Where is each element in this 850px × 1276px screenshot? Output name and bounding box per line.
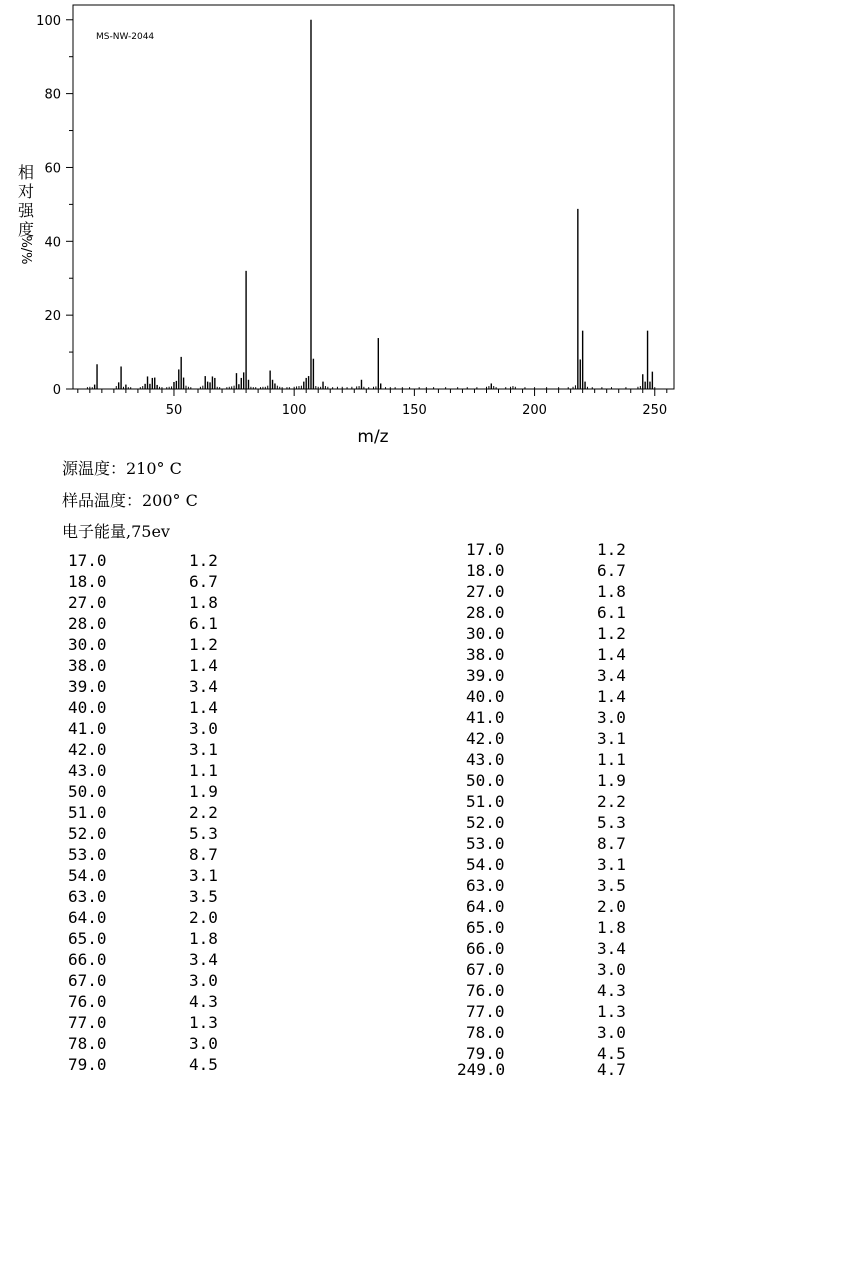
intensity-value: 3.0 bbox=[597, 960, 626, 979]
y-axis-label-part: 对 bbox=[17, 182, 35, 201]
mz-value: 79.0 bbox=[466, 1044, 505, 1063]
intensity-value: 3.4 bbox=[597, 666, 626, 685]
mz-value: 65.0 bbox=[68, 929, 107, 948]
y-tick-label: 100 bbox=[36, 13, 61, 29]
intensity-value: 3.0 bbox=[189, 719, 218, 738]
intensity-value: 1.8 bbox=[189, 593, 218, 612]
mz-value: 30.0 bbox=[68, 635, 107, 654]
mz-value: 78.0 bbox=[68, 1034, 107, 1053]
y-axis bbox=[36, 14, 73, 398]
intensity-value: 1.3 bbox=[597, 1002, 626, 1021]
mz-value: 67.0 bbox=[68, 971, 107, 990]
intensity-value: 1.4 bbox=[597, 687, 626, 706]
intensity-value: 1.3 bbox=[189, 1013, 218, 1032]
x-tick-label: 150 bbox=[401, 403, 427, 418]
electron-energy: 电子能量,75ev bbox=[62, 522, 170, 541]
intensity-value: 3.0 bbox=[189, 1034, 218, 1053]
intensity-value: 8.7 bbox=[189, 845, 218, 864]
mz-value: 50.0 bbox=[68, 782, 107, 801]
y-axis-label-part: %/% bbox=[18, 235, 33, 265]
y-axis-label-part: 相 bbox=[17, 163, 35, 182]
intensity-value: 1.8 bbox=[597, 918, 626, 937]
intensity-value: 5.3 bbox=[189, 824, 218, 843]
mz-value: 30.0 bbox=[466, 624, 505, 643]
intensity-value: 2.0 bbox=[597, 897, 626, 916]
intensity-value: 1.4 bbox=[189, 698, 218, 717]
intensity-value: 3.0 bbox=[597, 708, 626, 727]
intensity-value: 3.4 bbox=[189, 677, 218, 696]
mz-value: 54.0 bbox=[68, 866, 107, 885]
mz-value: 42.0 bbox=[466, 729, 505, 748]
mz-value: 77.0 bbox=[68, 1013, 107, 1032]
intensity-value: 1.2 bbox=[189, 551, 218, 570]
mz-value: 27.0 bbox=[68, 593, 107, 612]
mz-value: 50.0 bbox=[466, 771, 505, 790]
mz-value: 18.0 bbox=[68, 572, 107, 591]
intensity-value: 2.0 bbox=[189, 908, 218, 927]
intensity-value: 3.1 bbox=[189, 740, 218, 759]
mz-value: 63.0 bbox=[68, 887, 107, 906]
mz-value: 79.0 bbox=[68, 1055, 107, 1074]
intensity-value: 3.5 bbox=[597, 876, 626, 895]
intensity-value: 1.8 bbox=[189, 929, 218, 948]
mz-value: 64.0 bbox=[466, 897, 505, 916]
x-tick-label: 200 bbox=[522, 403, 547, 418]
y-tick-label: 20 bbox=[44, 309, 61, 325]
x-tick-label: 250 bbox=[642, 403, 668, 418]
y-axis-label-part: 度 bbox=[17, 220, 35, 239]
mz-value: 52.0 bbox=[466, 813, 505, 832]
intensity-value: 6.1 bbox=[189, 614, 218, 633]
mz-value: 67.0 bbox=[466, 960, 505, 979]
intensity-value: 2.2 bbox=[189, 803, 218, 822]
mz-value: 78.0 bbox=[466, 1023, 505, 1042]
intensity-value: 1.2 bbox=[189, 635, 218, 654]
intensity-value: 1.9 bbox=[189, 782, 218, 801]
intensity-value: 6.7 bbox=[189, 572, 218, 591]
plot-frame bbox=[73, 5, 674, 389]
mz-value: 51.0 bbox=[68, 803, 107, 822]
intensity-value: 8.7 bbox=[597, 834, 626, 853]
mz-value: 51.0 bbox=[466, 792, 505, 811]
intensity-value: 6.1 bbox=[597, 603, 626, 622]
intensity-value: 4.5 bbox=[597, 1044, 626, 1063]
mz-value: 76.0 bbox=[466, 981, 505, 1000]
mz-value: 64.0 bbox=[68, 908, 107, 927]
mz-value: 17.0 bbox=[68, 551, 107, 570]
intensity-value: 5.3 bbox=[597, 813, 626, 832]
y-tick-label: 0 bbox=[52, 383, 61, 398]
mz-value: 28.0 bbox=[466, 603, 505, 622]
mass-spectrum-chart bbox=[0, 0, 850, 450]
intensity-value: 1.2 bbox=[597, 540, 626, 559]
mz-value: 53.0 bbox=[68, 845, 107, 864]
peak-bars bbox=[87, 20, 654, 389]
intensity-value: 4.5 bbox=[189, 1055, 218, 1074]
source-temperature: 源温度：210° C bbox=[62, 459, 182, 478]
intensity-value: 3.0 bbox=[189, 971, 218, 990]
mz-value: 27.0 bbox=[466, 582, 505, 601]
minor-x-ticks bbox=[78, 389, 667, 396]
intensity-value: 4.3 bbox=[597, 981, 626, 1000]
x-axis-label: m/z bbox=[357, 427, 389, 447]
mz-value: 38.0 bbox=[466, 645, 505, 664]
mz-value: 66.0 bbox=[68, 950, 107, 969]
mz-value: 41.0 bbox=[466, 708, 505, 727]
intensity-value: 1.9 bbox=[597, 771, 626, 790]
x-axis bbox=[166, 403, 667, 418]
mz-value: 39.0 bbox=[466, 666, 505, 685]
mz-value: 66.0 bbox=[466, 939, 505, 958]
intensity-value: 1.8 bbox=[597, 582, 626, 601]
x-tick-label: 100 bbox=[281, 403, 307, 418]
intensity-value: 3.5 bbox=[189, 887, 218, 906]
y-tick-label: 60 bbox=[44, 161, 61, 177]
mz-value: 17.0 bbox=[466, 540, 505, 559]
x-tick-label: 50 bbox=[165, 403, 183, 418]
mz-value: 43.0 bbox=[68, 761, 107, 780]
intensity-value: 3.1 bbox=[189, 866, 218, 885]
mz-value: 54.0 bbox=[466, 855, 505, 874]
mz-value: 28.0 bbox=[68, 614, 107, 633]
intensity-value: 1.1 bbox=[597, 750, 626, 769]
mz-value: 40.0 bbox=[68, 698, 107, 717]
intensity-value: 3.4 bbox=[189, 950, 218, 969]
intensity-value: 3.1 bbox=[597, 729, 626, 748]
mz-value: 39.0 bbox=[68, 677, 107, 696]
y-tick-label: 80 bbox=[44, 87, 61, 103]
y-axis-label-part: 强 bbox=[17, 201, 35, 220]
intensity-value: 4.3 bbox=[189, 992, 218, 1011]
intensity-value: 1.4 bbox=[597, 645, 626, 664]
mz-value: 38.0 bbox=[68, 656, 107, 675]
mz-value: 63.0 bbox=[466, 876, 505, 895]
mz-value: 40.0 bbox=[466, 687, 505, 706]
mz-value: 77.0 bbox=[466, 1002, 505, 1021]
intensity-value: 3.1 bbox=[597, 855, 626, 874]
mz-value: 41.0 bbox=[68, 719, 107, 738]
mz-value: 76.0 bbox=[68, 992, 107, 1011]
y-tick-label: 40 bbox=[44, 235, 61, 251]
intensity-value: 3.4 bbox=[597, 939, 626, 958]
intensity-value: 1.1 bbox=[189, 761, 218, 780]
mz-value: 53.0 bbox=[466, 834, 505, 853]
sample-temperature: 样品温度：200° C bbox=[62, 491, 198, 510]
intensity-value: 3.0 bbox=[597, 1023, 626, 1042]
mz-value: 18.0 bbox=[466, 561, 505, 580]
mz-value: 42.0 bbox=[68, 740, 107, 759]
mz-value: 43.0 bbox=[466, 750, 505, 769]
chart-inner-label: MS-NW-2044 bbox=[96, 32, 155, 42]
intensity-value: 2.2 bbox=[597, 792, 626, 811]
intensity-value: 4.7 bbox=[597, 1060, 626, 1079]
intensity-value: 6.7 bbox=[597, 561, 626, 580]
y-axis-label bbox=[18, 163, 35, 265]
intensity-value: 1.2 bbox=[597, 624, 626, 643]
mz-value: 52.0 bbox=[68, 824, 107, 843]
mz-value: 65.0 bbox=[466, 918, 505, 937]
mz-value: 249.0 bbox=[457, 1060, 506, 1079]
intensity-value: 1.4 bbox=[189, 656, 218, 675]
